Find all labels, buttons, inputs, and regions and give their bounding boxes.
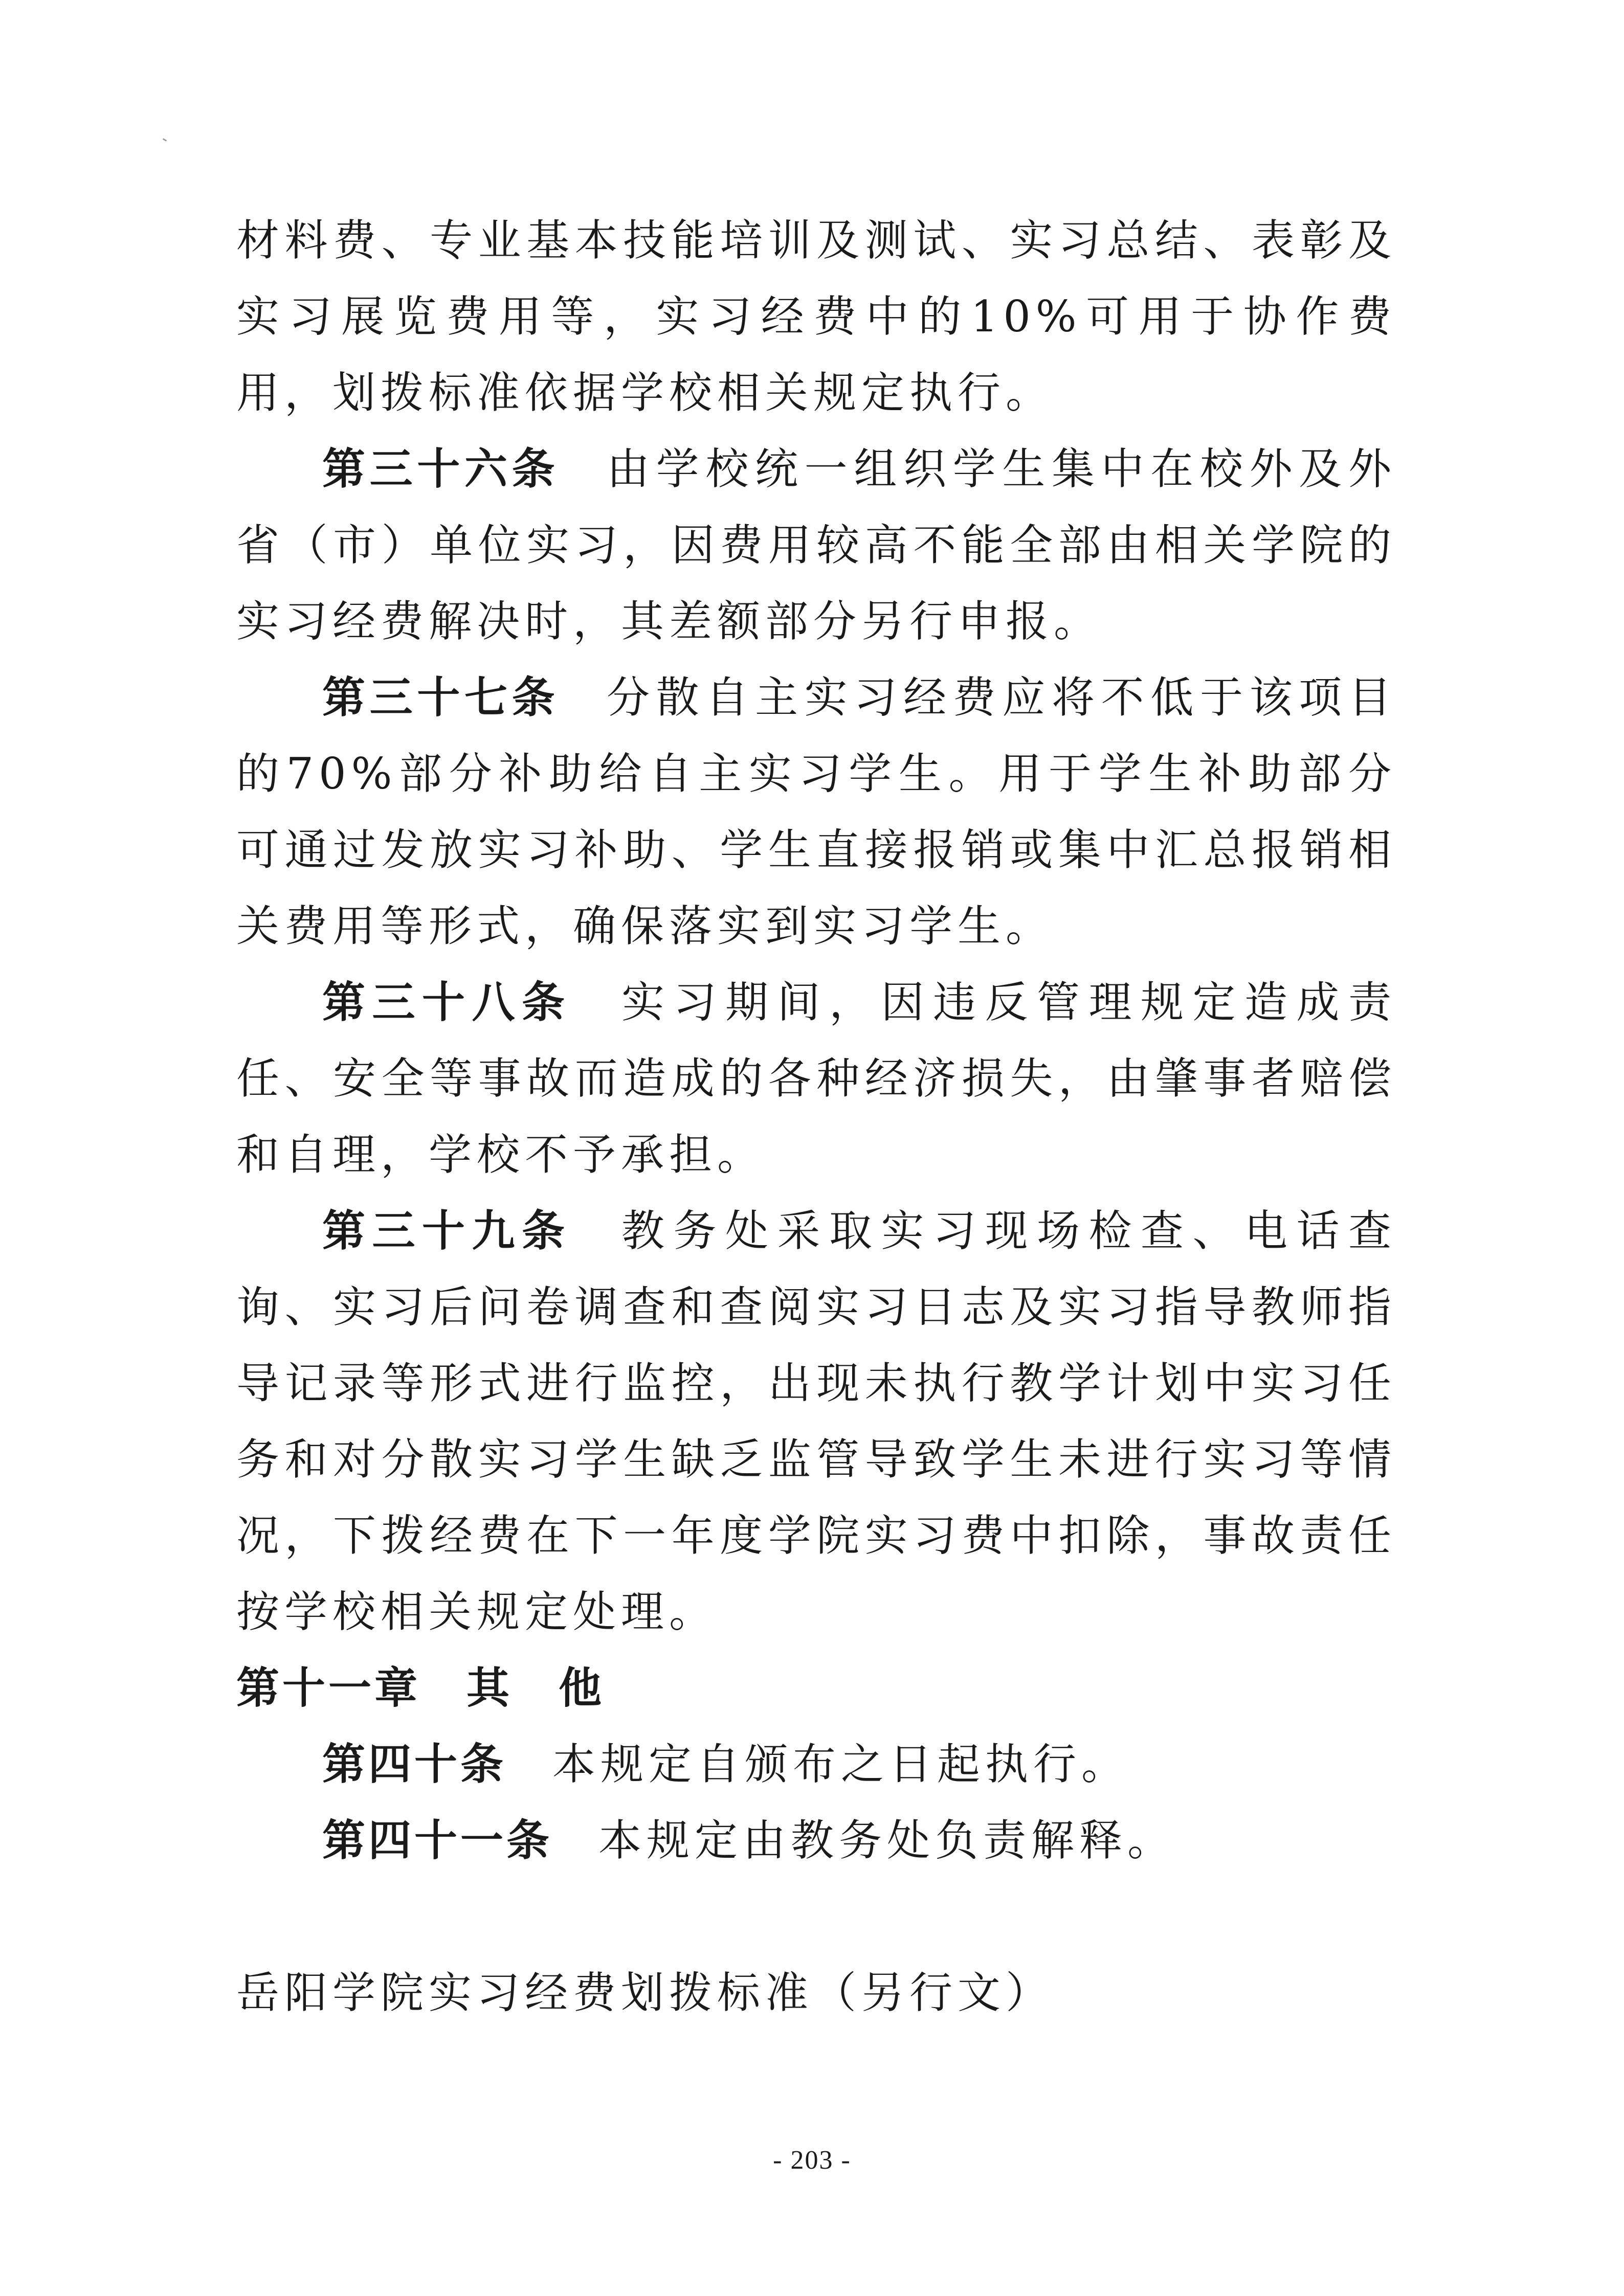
- article-heading: 第三十六条: [322, 444, 560, 494]
- chapter-number: 第十一章: [236, 1663, 421, 1713]
- paragraph-continuation: [236, 202, 1396, 431]
- article-36: [236, 431, 1396, 660]
- paragraph-text: 材料费、专业基本技能培训及测试、实习总结、表彰及实习展览费用等，实习经费中的10%可用于协作费用，划拨标准依据学校相关规定执行。: [236, 215, 1396, 418]
- chapter-title: 其 他: [466, 1663, 605, 1713]
- article-heading: 第三十七条: [322, 672, 560, 723]
- attachment-note: 岳阳学院实习经费划拨标准（另行文）: [236, 1968, 1054, 2018]
- article-39: [236, 1193, 1396, 1650]
- chapter-heading: [236, 1650, 1396, 1726]
- page-number: - 203 -: [773, 2146, 851, 2175]
- article-text: 本规定由教务处负责解释。: [598, 1815, 1176, 1865]
- article-text: 本规定自颁布之日起执行。: [552, 1739, 1130, 1789]
- article-heading: 第四十条: [322, 1739, 507, 1789]
- document-body: [236, 202, 1396, 2031]
- article-38: [236, 964, 1396, 1193]
- article-heading: 第四十一条: [322, 1815, 553, 1865]
- article-37: [236, 660, 1396, 964]
- article-heading: 第三十八条: [322, 977, 572, 1027]
- article-text: 分散自主实习经费应将不低于该项目的70%部分补助给自主实习学生。用于学生补助部分可通过发放实习补助、学生直接报销或集中汇总报销相关费用等形式，确保落实到实习学生。: [236, 672, 1396, 951]
- article-40: [236, 1726, 1396, 1803]
- article-text: 由学校统一组织学生集中在校外及外省（市）单位实习，因费用较高不能全部由相关学院的实习经费解决时，其差额部分另行申报。: [236, 444, 1396, 646]
- article-text: 实习期间，因违反管理规定造成责任、安全等事故而造成的各种经济损失，由肇事者赔偿和自理，学校不予承担。: [236, 977, 1396, 1180]
- article-text: 教务处采取实习现场检查、电话查询、实习后问卷调查和查阅实习日志及实习指导教师指导记录等形式进行监控，出现未执行教学计划中实习任务和对分散实习学生缺乏监管导致学生未进行实习等情况，下拨经费在下一年度学院实习费中扣除，事故责任按学校相关规定处理。: [236, 1206, 1396, 1637]
- article-heading: 第三十九条: [322, 1206, 572, 1256]
- article-41: [236, 1803, 1396, 1879]
- scan-speck: [163, 138, 167, 142]
